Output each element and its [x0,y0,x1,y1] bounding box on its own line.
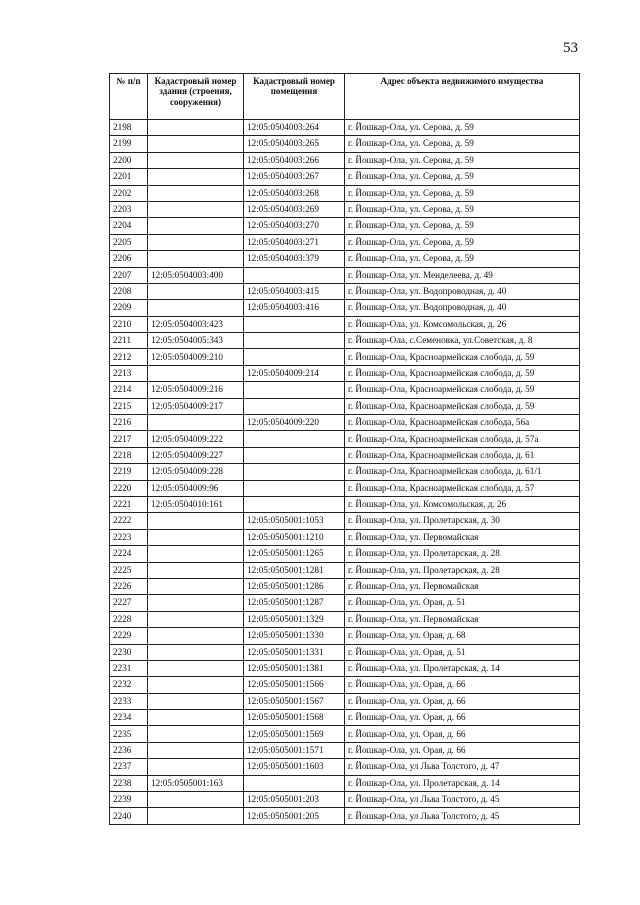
table-row [110,234,580,250]
table-row [110,447,580,463]
table-row [110,742,580,758]
table-row [110,201,580,217]
cell-premises-cadastral: 12:05:0505001:1053 [244,513,345,529]
cell-building-cadastral [148,513,244,529]
cell-address: г. Йошкар-Ола, Красноармейская слобода, д. 59 [345,382,580,398]
cell-address: г. Йошкар-Ола, с.Семеновка, ул.Советская, д. 8 [345,333,580,349]
cell-building-cadastral [148,808,244,824]
cell-building-cadastral [148,300,244,316]
cell-address: г. Йошкар-Ола, ул. Серова, д. 59 [345,201,580,217]
header-address: Адрес объекта недвижимого имущества [345,74,580,120]
cell-number: 2199 [110,136,148,152]
cell-premises-cadastral [244,431,345,447]
cell-premises-cadastral [244,267,345,283]
cell-address: г. Йошкар-Ола, ул. Орая, д. 66 [345,742,580,758]
cell-premises-cadastral: 12:05:0505001:1381 [244,660,345,676]
table-row [110,562,580,578]
cell-premises-cadastral: 12:05:0504003:270 [244,218,345,234]
cell-building-cadastral [148,628,244,644]
cell-address: г. Йошкар-Ола, ул. Первомайская [345,611,580,627]
cell-address: г. Йошкар-Ола, ул. Водопроводная, д. 40 [345,300,580,316]
cell-premises-cadastral: 12:05:0505001:1568 [244,710,345,726]
table-row [110,578,580,594]
cell-building-cadastral [148,726,244,742]
cell-number: 2230 [110,644,148,660]
cell-address: г. Йошкар-Ола, Красноармейская слобода, 56а [345,415,580,431]
cell-premises-cadastral: 12:05:0505001:205 [244,808,345,824]
cell-building-cadastral [148,759,244,775]
cell-building-cadastral: 12:05:0504010:161 [148,496,244,512]
table-row [110,382,580,398]
cell-building-cadastral: 12:05:0504005:343 [148,333,244,349]
cell-address: г. Йошкар-Ола, Красноармейская слобода, д. 61/1 [345,464,580,480]
cell-address: г. Йошкар-Ола, Красноармейская слобода, д. 57а [345,431,580,447]
cell-address: г. Йошкар-Ола, ул Льва Толстого, д. 45 [345,808,580,824]
cell-number: 2207 [110,267,148,283]
cell-building-cadastral [148,201,244,217]
cell-premises-cadastral: 12:05:0505001:1210 [244,529,345,545]
cell-premises-cadastral: 12:05:0504003:415 [244,283,345,299]
cell-number: 2216 [110,415,148,431]
cell-number: 2222 [110,513,148,529]
cell-premises-cadastral: 12:05:0504003:271 [244,234,345,250]
cell-number: 2238 [110,775,148,791]
table-row [110,349,580,365]
table-row [110,726,580,742]
cell-building-cadastral [148,578,244,594]
table-row [110,628,580,644]
cell-address: г. Йошкар-Ола, ул. Серова, д. 59 [345,234,580,250]
table-row [110,152,580,168]
cell-address: г. Йошкар-Ола, ул. Орая, д. 51 [345,644,580,660]
cell-premises-cadastral [244,775,345,791]
cell-number: 2206 [110,251,148,267]
cell-building-cadastral: 12:05:0504009:216 [148,382,244,398]
cell-number: 2232 [110,677,148,693]
cell-premises-cadastral: 12:05:0505001:1331 [244,644,345,660]
cell-building-cadastral: 12:05:0505001:163 [148,775,244,791]
cell-building-cadastral [148,251,244,267]
cell-building-cadastral [148,415,244,431]
cell-building-cadastral: 12:05:0504009:227 [148,447,244,463]
table-row [110,251,580,267]
table-header-row [110,74,580,120]
cell-address: г. Йошкар-Ола, ул. Первомайская [345,529,580,545]
cell-address: г. Йошкар-Ола, ул. Комсомольская, д. 26 [345,316,580,332]
cell-number: 2215 [110,398,148,414]
cell-address: г. Йошкар-Ола, ул. Серова, д. 59 [345,251,580,267]
cell-premises-cadastral: 12:05:0504003:265 [244,136,345,152]
table-row [110,398,580,414]
cell-premises-cadastral [244,480,345,496]
cell-number: 2212 [110,349,148,365]
cell-number: 2201 [110,169,148,185]
table-row [110,169,580,185]
cell-building-cadastral: 12:05:0504009:96 [148,480,244,496]
cell-number: 2236 [110,742,148,758]
cell-premises-cadastral [244,447,345,463]
table-row [110,415,580,431]
cell-number: 2211 [110,333,148,349]
table-row [110,185,580,201]
cell-premises-cadastral [244,382,345,398]
cell-number: 2239 [110,792,148,808]
cell-building-cadastral: 12:05:0504003:400 [148,267,244,283]
cell-address: г. Йошкар-Ола, ул. Серова, д. 59 [345,218,580,234]
table-row [110,218,580,234]
cell-building-cadastral [148,710,244,726]
cell-address: г. Йошкар-Ола, ул. Комсомольская, д. 26 [345,496,580,512]
cell-building-cadastral [148,234,244,250]
cell-number: 2228 [110,611,148,627]
cell-building-cadastral [148,742,244,758]
cell-number: 2227 [110,595,148,611]
cell-address: г. Йошкар-Ола, ул. Менделеева, д. 49 [345,267,580,283]
cell-address: г. Йошкар-Ола, ул. Серова, д. 59 [345,169,580,185]
cell-premises-cadastral: 12:05:0504003:379 [244,251,345,267]
table-row [110,333,580,349]
cell-premises-cadastral [244,349,345,365]
cell-address: г. Йошкар-Ола, ул. Орая, д. 66 [345,726,580,742]
cell-number: 2224 [110,546,148,562]
table-row [110,611,580,627]
cell-premises-cadastral: 12:05:0505001:1281 [244,562,345,578]
cell-premises-cadastral [244,316,345,332]
cell-premises-cadastral: 12:05:0504009:220 [244,415,345,431]
table-row [110,677,580,693]
cell-number: 2202 [110,185,148,201]
cell-building-cadastral [148,644,244,660]
cell-number: 2237 [110,759,148,775]
cell-building-cadastral: 12:05:0504009:222 [148,431,244,447]
cell-premises-cadastral: 12:05:0504003:268 [244,185,345,201]
table-body [110,120,580,825]
cell-premises-cadastral: 12:05:0504009:214 [244,365,345,381]
cell-address: г. Йошкар-Ола, ул Льва Толстого, д. 47 [345,759,580,775]
table-row [110,792,580,808]
cell-number: 2204 [110,218,148,234]
cell-premises-cadastral: 12:05:0505001:1330 [244,628,345,644]
table-row [110,808,580,824]
cell-premises-cadastral: 12:05:0504003:416 [244,300,345,316]
cell-premises-cadastral: 12:05:0504003:264 [244,120,345,136]
cell-address: г. Йошкар-Ола, ул. Серова, д. 59 [345,152,580,168]
cell-building-cadastral [148,120,244,136]
header-premises-cadastral: Кадастровый номер помещения [244,74,345,120]
cell-building-cadastral [148,546,244,562]
cell-number: 2200 [110,152,148,168]
cell-premises-cadastral: 12:05:0504003:267 [244,169,345,185]
cell-address: г. Йошкар-Ола, ул. Первомайская [345,578,580,594]
cell-number: 2205 [110,234,148,250]
cell-building-cadastral [148,562,244,578]
cell-number: 2221 [110,496,148,512]
table-row [110,267,580,283]
table-row [110,464,580,480]
cell-address: г. Йошкар-Ола, ул. Серова, д. 59 [345,136,580,152]
cell-number: 2231 [110,660,148,676]
cell-address: г. Йошкар-Ола, ул. Серова, д. 59 [345,185,580,201]
header-building-cadastral: Кадастровый номер здания (строения, сооружения) [148,74,244,120]
table-row [110,120,580,136]
cell-address: г. Йошкар-Ола, Красноармейская слобода, д. 59 [345,349,580,365]
cell-premises-cadastral: 12:05:0505001:1566 [244,677,345,693]
cell-building-cadastral: 12:05:0504009:217 [148,398,244,414]
cell-address: г. Йошкар-Ола, ул Льва Толстого, д. 45 [345,792,580,808]
table-row [110,136,580,152]
table-row [110,710,580,726]
cell-building-cadastral [148,185,244,201]
cell-premises-cadastral: 12:05:0505001:1265 [244,546,345,562]
cell-building-cadastral [148,792,244,808]
cell-address: г. Йошкар-Ола, ул. Пролетарская, д. 14 [345,660,580,676]
cell-number: 2235 [110,726,148,742]
cell-address: г. Йошкар-Ола, ул. Орая, д. 66 [345,710,580,726]
table-row [110,496,580,512]
cell-number: 2226 [110,578,148,594]
cell-building-cadastral [148,136,244,152]
cell-building-cadastral [148,595,244,611]
cell-premises-cadastral [244,496,345,512]
cell-building-cadastral [148,693,244,709]
table-row [110,431,580,447]
cell-number: 2217 [110,431,148,447]
cell-number: 2198 [110,120,148,136]
cell-number: 2223 [110,529,148,545]
cell-premises-cadastral [244,398,345,414]
cell-address: г. Йошкар-Ола, ул. Орая, д. 51 [345,595,580,611]
cell-number: 2214 [110,382,148,398]
cell-number: 2210 [110,316,148,332]
page-number: 53 [563,40,578,56]
table-row [110,595,580,611]
cell-building-cadastral [148,169,244,185]
header-number: № п/п [110,74,148,120]
table-row [110,283,580,299]
cell-building-cadastral [148,677,244,693]
cell-premises-cadastral: 12:05:0505001:1603 [244,759,345,775]
cell-building-cadastral: 12:05:0504009:210 [148,349,244,365]
table-row [110,644,580,660]
cell-address: г. Йошкар-Ола, Красноармейская слобода, д. 61 [345,447,580,463]
table-row [110,480,580,496]
cell-building-cadastral [148,660,244,676]
cell-building-cadastral: 12:05:0504009:228 [148,464,244,480]
cell-number: 2218 [110,447,148,463]
cell-number: 2240 [110,808,148,824]
cell-premises-cadastral: 12:05:0505001:1569 [244,726,345,742]
table-row [110,300,580,316]
table-row [110,693,580,709]
table-row [110,660,580,676]
cell-address: г. Йошкар-Ола, ул. Пролетарская, д. 14 [345,775,580,791]
cell-address: г. Йошкар-Ола, Красноармейская слобода, д. 59 [345,398,580,414]
cell-premises-cadastral: 12:05:0505001:1571 [244,742,345,758]
cell-number: 2229 [110,628,148,644]
cell-number: 2234 [110,710,148,726]
cell-number: 2203 [110,201,148,217]
cell-building-cadastral [148,611,244,627]
cell-premises-cadastral: 12:05:0505001:203 [244,792,345,808]
cell-building-cadastral: 12:05:0504003:423 [148,316,244,332]
cell-address: г. Йошкар-Ола, Красноармейская слобода, д. 59 [345,365,580,381]
cell-building-cadastral [148,283,244,299]
cell-address: г. Йошкар-Ола, ул. Пролетарская, д. 28 [345,546,580,562]
table-row [110,513,580,529]
cell-premises-cadastral [244,333,345,349]
table-row [110,316,580,332]
cell-building-cadastral [148,218,244,234]
cell-premises-cadastral: 12:05:0505001:1567 [244,693,345,709]
cell-address: г. Йошкар-Ола, ул. Пролетарская, д. 30 [345,513,580,529]
cell-number: 2209 [110,300,148,316]
cell-number: 2233 [110,693,148,709]
cell-number: 2225 [110,562,148,578]
cell-building-cadastral [148,152,244,168]
cell-address: г. Йошкар-Ола, ул. Пролетарская, д. 28 [345,562,580,578]
cell-premises-cadastral: 12:05:0504003:269 [244,201,345,217]
cell-address: г. Йошкар-Ола, ул. Серова, д. 59 [345,120,580,136]
cell-number: 2220 [110,480,148,496]
cell-number: 2213 [110,365,148,381]
cell-premises-cadastral: 12:05:0505001:1329 [244,611,345,627]
property-registry-table [109,73,580,825]
cell-building-cadastral [148,529,244,545]
table-row [110,759,580,775]
cell-number: 2219 [110,464,148,480]
cell-number: 2208 [110,283,148,299]
cell-building-cadastral [148,365,244,381]
cell-address: г. Йошкар-Ола, ул. Орая, д. 66 [345,693,580,709]
cell-premises-cadastral: 12:05:0504003:266 [244,152,345,168]
table-row [110,775,580,791]
cell-address: г. Йошкар-Ола, ул. Водопроводная, д. 40 [345,283,580,299]
cell-premises-cadastral [244,464,345,480]
cell-address: г. Йошкар-Ола, ул. Орая, д. 66 [345,677,580,693]
table-row [110,529,580,545]
cell-address: г. Йошкар-Ола, Красноармейская слобода, д. 57 [345,480,580,496]
cell-premises-cadastral: 12:05:0505001:1286 [244,578,345,594]
table-row [110,546,580,562]
table-row [110,365,580,381]
cell-address: г. Йошкар-Ола, ул. Орая, д. 68 [345,628,580,644]
cell-premises-cadastral: 12:05:0505001:1287 [244,595,345,611]
